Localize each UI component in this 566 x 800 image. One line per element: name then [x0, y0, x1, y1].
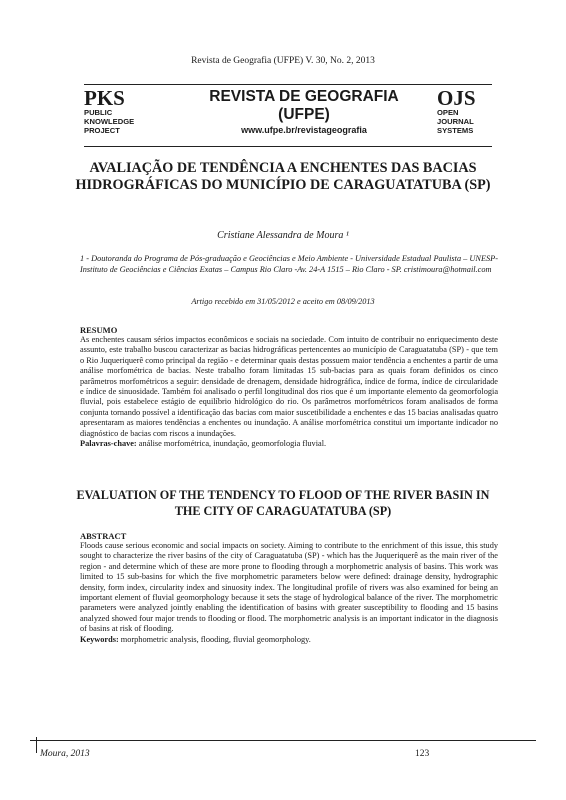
pks-logo-line: KNOWLEDGE — [84, 117, 135, 126]
resumo-keywords — [80, 439, 326, 448]
resumo-keywords-label: Palavras-chave: — [80, 439, 137, 449]
pks-logo-title: PKS — [84, 86, 125, 110]
ojs-logo-line: JOURNAL — [437, 117, 474, 126]
resumo-keywords-text: análise morfométrica, inundação, geomorfologia fluvial. — [138, 439, 327, 449]
paper-title-pt: AVALIAÇÃO DE TENDÊNCIA A ENCHENTES DAS BACIAS HIDROGRÁFICAS DO MUNICÍPIO DE CARAGUATATUBA (SP) — [75, 160, 491, 193]
author-affiliation: 1 - Doutoranda do Programa de Pós-graduação e Geociências e Meio Ambiente - Universidade Estadual Paulista – UNESP-Instituto de Geociências e Ciências Exatas – Campus Rio Claro -Av. 24-A 1515 – Rio Claro - SP. cristimoura@hotmail.com — [80, 254, 498, 274]
abstract-text: Floods cause serious economic and social impacts on society. Aiming to contribute to the enrichment of this issue, this study sought to characterize the river basins of the city of Caraguatatuba (SP) - which has the Juqueriquerê as the main river of the region - and determine which of these are more prone to flooding through a morphometric analysis of basins. This work was limited to 15 sub-basins for which the five morphometric parameters below were defined: drainage density, hydrographic density, form index, circularity index and sinuosity index. The longitudinal profile of rivers was also examined for being an important element of fluvial geomorphology because it sets the stage of hydrological balance of the river. The morphometric parameters were analyzed jointly enabling the identification of basins with greater susceptibility to flooding and 15 basins analyzed showed four major trends to flooding or flood. The morphometric analysis is an important indicator in the diagnosis of basins at risk of flooding. — [80, 541, 498, 634]
author-name: Cristiane Alessandra de Moura ¹ — [217, 230, 349, 241]
ojs-logo — [437, 88, 476, 135]
pks-logo — [84, 88, 134, 135]
footer-corner-rule — [36, 737, 39, 753]
ojs-logo-line: OPEN — [437, 108, 459, 117]
resumo-text: As enchentes causam sérios impactos econômicos e sociais na sociedade. Com intuito de contribuir no enriquecimento deste assunto, este trabalho buscou caracterizar as bacias hidrográficas pertencentes ao município de Caraguatatuba (SP) - que tem o Rio Juqueriquerê como principal da região - e determinar quais destas possuem maior tendência a enchentes a partir de uma análise morfométrica de bacias. Neste trabalho foram limitadas 15 sub-bacias para as quais foram definidos os cinco parâmetros morfométricos a seguir: densidade de drenagem, densidade hidrográfica, índice de forma, índice de circularidade e índice de sinuosidade. Também foi analisado o perfil longitudinal dos rios que é um importante elemento da geomorfologia fluvial, pois estabelece estágio de equilíbrio hidrológico do rio. Os parâmetros morfométricos foram analisados de forma conjunta tornando possível a identificação das bacias com maior suscetibilidade a enchentes e das 15 bacias analisadas quatro apresentaram as maiores tendências a enchentes ou inundação. A análise morfométrica constitui um importante indicador no diagnóstico de bacias com riscos a inundações. — [80, 335, 498, 438]
resumo-body — [80, 335, 498, 449]
journal-title: REVISTA DE GEOGRAFIA — [209, 88, 399, 105]
abstract-keywords-text: morphometric analysis, flooding, fluvial geomorphology. — [120, 634, 311, 644]
ojs-logo-line: SYSTEMS — [437, 126, 474, 135]
received-date: Artigo recebido em 31/05/2012 e aceito em 08/09/2013 — [191, 297, 375, 306]
journal-masthead — [180, 88, 428, 136]
abstract-keywords — [80, 635, 311, 644]
abstract-heading: ABSTRACT — [80, 531, 127, 541]
footer-rule — [30, 740, 536, 741]
pks-logo-line: PROJECT — [84, 126, 120, 135]
journal-subtitle: (UFPE) — [278, 106, 330, 123]
page-number: 123 — [415, 749, 430, 759]
resumo-heading: RESUMO — [80, 325, 118, 335]
header-bottom-rule — [84, 146, 492, 147]
running-header: Revista de Geografia (UFPE) V. 30, No. 2, 2013 — [191, 56, 375, 66]
header-top-rule — [84, 84, 492, 85]
abstract-body — [80, 541, 498, 645]
ojs-logo-title: OJS — [437, 86, 476, 110]
journal-url[interactable]: www.ufpe.br/revistageografia — [241, 125, 367, 135]
paper-title-en: EVALUATION OF THE TENDENCY TO FLOOD OF THE RIVER BASIN IN THE CITY OF CARAGUATATUBA (SP) — [76, 488, 490, 518]
footer-citation: Moura, 2013 — [40, 749, 90, 759]
abstract-keywords-label: Keywords: — [80, 634, 119, 644]
pks-logo-line: PUBLIC — [84, 108, 113, 117]
